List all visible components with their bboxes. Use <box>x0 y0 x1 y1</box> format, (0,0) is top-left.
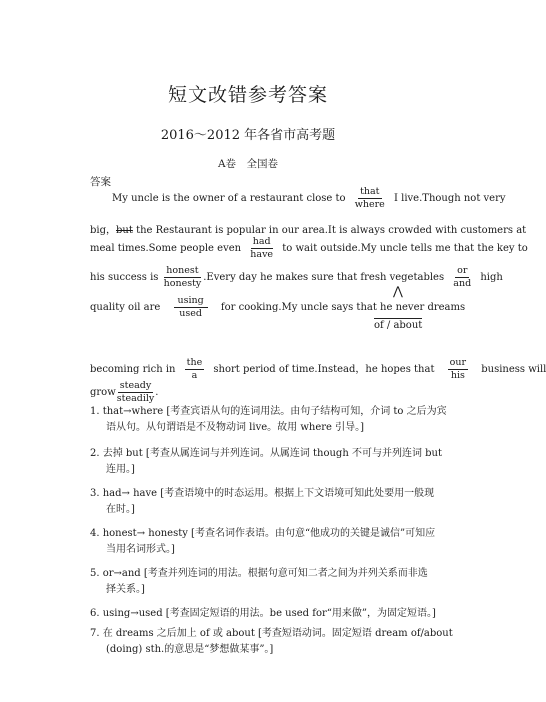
passage-text: becoming rich in <box>90 364 176 375</box>
correction-original: or <box>457 265 468 276</box>
explanation-line: 2. 去掉 but [考查从属连词与并列连词。从属连词 though 不可与并列连词 but <box>90 448 442 459</box>
explanation-line: 5. or→and [考查并列连词的用法。根据句意可知二者之间为并列关系而非选 <box>90 568 428 579</box>
correction-fix: where <box>354 199 385 210</box>
correction <box>185 357 205 382</box>
passage-text: his success is <box>90 272 159 283</box>
insertion-note: of / about <box>374 320 423 331</box>
passage-text: high <box>480 272 503 283</box>
passage-text: My uncle is the owner of a restaurant close to <box>112 193 346 204</box>
passage-text: short period of time.Instead，he hopes that <box>213 364 435 375</box>
correction-fix: honesty <box>163 278 202 289</box>
passage-line-6 <box>90 357 546 382</box>
passage-line-5 <box>90 295 465 320</box>
passage-text: meal times.Some people even <box>90 243 242 254</box>
explanation-line: 连用。] <box>106 464 135 475</box>
explanation-line: 6. using→used [考查固定短语的用法。be used for“用来做”，为固定短语。] <box>90 608 436 619</box>
page-title: 短文改错参考答案 <box>167 84 328 106</box>
correction <box>174 295 208 320</box>
correction-fix: and <box>453 278 472 289</box>
explanation-line: 择关系。] <box>106 584 145 595</box>
correction-fix: have <box>250 249 274 260</box>
correction-original: the <box>186 357 203 368</box>
explanation-item <box>90 404 447 436</box>
explanation-item <box>90 526 435 558</box>
explanation-item <box>90 606 436 622</box>
passage-text: .Every day he makes sure that fresh vegetables <box>203 272 445 283</box>
correction-original: honest <box>166 265 199 276</box>
passage-line-3 <box>90 236 528 261</box>
insert-caret-icon: ⋀ <box>393 284 403 298</box>
explanation-line: 当用名词形式。] <box>106 544 175 555</box>
correction-original: using <box>174 295 208 308</box>
correction <box>250 236 273 261</box>
explanation-line: 在时。] <box>106 504 135 515</box>
passage-text: grow <box>90 387 116 398</box>
explanation-line: 语从句。从句谓语是不及物动词 live。故用 where 引导。] <box>106 422 365 433</box>
correction <box>117 380 155 405</box>
passage-text: for cooking.My uncle says that he never dreams <box>220 302 466 313</box>
correction-fix: steadily <box>116 393 155 404</box>
passage-text: business will <box>481 364 546 375</box>
explanation-item <box>90 486 434 518</box>
correction <box>355 186 385 211</box>
explanation-line: 4. honest→ honesty [考查名词作表语。由句意“他成功的关键是诚信”可知应 <box>90 528 436 539</box>
passage-text: . <box>155 387 159 398</box>
explanation-item <box>90 566 428 598</box>
struck-word: but <box>116 225 133 236</box>
correction <box>453 265 471 290</box>
passage-line-7 <box>90 380 158 405</box>
passage-text: big， <box>90 225 117 236</box>
correction-fix: a <box>191 370 198 381</box>
explanation-line: 1. that→where [考查宾语从句的连词用法。由句子结构可知，介词 to 之后为宾 <box>90 406 447 417</box>
correction-fix: his <box>450 370 465 381</box>
passage-line-2 <box>90 221 526 236</box>
correction <box>448 357 468 382</box>
explanation-item <box>90 446 442 478</box>
explanation-line: 3. had→ have [考查语境中的时态运用。根据上下文语境可知此处要用一般现 <box>90 488 435 499</box>
passage-line-4 <box>90 265 503 290</box>
passage-text: the Restaurant is popular in our area.It is always crowded with customers at <box>132 225 527 236</box>
correction-fix: used <box>179 308 202 319</box>
explanation-line: 7. 在 dreams 之后加上 of 或 about [考查短语动词。固定短语 dream of/about <box>90 628 453 639</box>
page-subtitle: 2016～2012 年各省市高考题 <box>160 128 336 143</box>
explanation-line: (doing) sth.的意思是“梦想做某事”。] <box>106 644 274 655</box>
section-heading: A卷 全国卷 <box>217 158 279 170</box>
passage-text: to wait outside.My uncle tells me that the key to <box>282 243 528 254</box>
correction-original: steady <box>119 380 152 391</box>
passage-text: quality oil are <box>90 302 161 313</box>
passage-line-1 <box>112 186 506 211</box>
answer-label: 答案 <box>90 176 111 188</box>
explanation-item <box>90 626 453 658</box>
passage-text: I live.Though not very <box>394 193 506 204</box>
correction-original: had <box>252 236 271 247</box>
correction <box>164 265 202 290</box>
correction-original: our <box>449 357 467 368</box>
correction-original: that <box>360 186 380 197</box>
